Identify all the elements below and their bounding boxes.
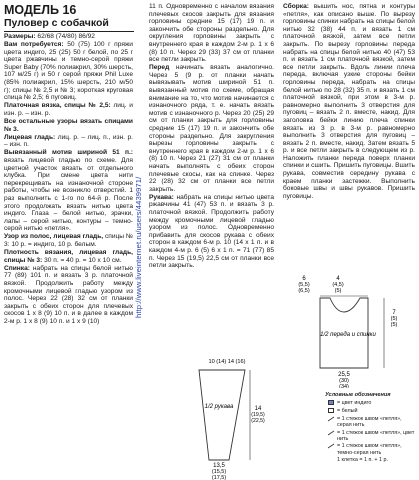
section-text: 62/68 (74/80) 86/92	[35, 33, 95, 40]
col2-paragraph	[149, 3, 274, 64]
legend	[325, 392, 417, 465]
section-heading: Сборка:	[283, 3, 309, 10]
sleeve-center-label: 1/2 рукава	[204, 404, 234, 410]
legend-swatch	[325, 443, 337, 449]
body-bottom-label-2: (30)	[339, 378, 349, 384]
legend-title: Условные обозначения	[325, 392, 391, 398]
text-column-1	[4, 33, 133, 326]
section-text: набрать на спицы нитью цвета ржавчины 41 (47) 53 п. и вязать 3 р. платочной вязкой. Продолжить работу между кромочными лицевой гладью узором из полос. Одновременно прибавить для скосов рукава с обеих сторон в каждом 6-м р. 10 (14 х 1 п. и в каждом 4-м р. 6 (5) 6 х 1 п. = 71 (77) 85 п. Через 15 (19,5) 22,5 см от планки все петли закрыть.	[149, 193, 274, 270]
section-heading: Вам потребуется:	[4, 41, 64, 49]
legend-text: = цвет индиго	[337, 400, 372, 407]
sleeve-bottom-label-1: 13,5	[213, 463, 225, 469]
legend-swatch	[325, 400, 337, 405]
legend-text: = 1 стежок швом «петля», цвет нить	[337, 429, 415, 442]
sleeve-bottom-label-2: (15,5)	[211, 469, 227, 475]
legend-swatch	[325, 430, 337, 436]
section-heading: Перед	[149, 64, 170, 72]
col1-paragraph	[4, 249, 133, 264]
body-top-label-1: 6	[302, 276, 306, 282]
legend-text: = белый	[337, 407, 358, 414]
col1-paragraph	[4, 149, 133, 233]
col2-paragraph	[149, 194, 274, 270]
section-heading: Узор из полос, лицевая гладь,	[4, 233, 104, 241]
section-text: 50 (75) 100 г пряжи цвета индиго, 25 (25) 50 г белой, по 25 г цвета ржавчины и темно-серой пряжи Super Baby (70% полиакрил, 30% шерсть, 107 м/25 г) и 50 г серой пряжи Phil Luxe (85% полиакрил, 15% шерсть, 210 м/50 г); спицы № 2,5 и № 3; короткая круговая спица № 2,5; 6 пуговиц.	[4, 41, 133, 102]
section-heading: Плотность вязания, лицевая гладь, спицы № 3:	[4, 249, 133, 264]
body-pattern-diagram	[290, 268, 410, 388]
body-top-label-2: (5,5)	[298, 282, 310, 288]
legend-swatch	[325, 408, 337, 413]
legend-item	[325, 457, 417, 463]
legend-item	[325, 408, 417, 414]
section-heading: Лицевая гладь:	[4, 133, 56, 141]
section-text: вязать лицевой гладью по схеме. Для цветной участок вязать от отдельного клубка. При смене цвета нити перекрещивать на изнаночной стороне работы, чтобы не возникло отверстий. 1 раз выполнить с 1-го по 64-й р. После этого продолжать вязать нитью цвета индиго. Глаза – белой нитью, зрачки, лапы – серой нитью, контуры – темно-серой нитью «петля».	[4, 157, 133, 233]
body-bottom-label-1: 25,5	[338, 372, 350, 378]
title-divider	[4, 31, 134, 32]
watermark	[134, 176, 143, 319]
body-top-label-5: (4,5)	[332, 282, 344, 288]
model-subtitle: Пуловер с собачкой	[4, 17, 109, 29]
body-bottom-label-3: (34)	[339, 384, 349, 388]
body-top-label-3: (6,5)	[298, 288, 310, 294]
section-text: 30 п. = 40 р. = 10 х 10 см.	[42, 256, 122, 264]
section-heading: Спинка:	[4, 264, 30, 272]
body-side-label-2: (5)	[390, 316, 398, 322]
section-heading: Рукава:	[149, 193, 174, 201]
legend-text: 1 клетка = 1 п. + 1 р.	[337, 457, 389, 464]
sleeve-pattern-diagram	[187, 356, 267, 480]
col1-paragraph	[4, 118, 133, 133]
body-center-label: 1/2 переда и спинки	[320, 332, 376, 338]
section-text: лиц. р. – лиц. п., изн. р. – изн. п.	[4, 133, 133, 149]
section-text: набрать на спицы белой нитью 77 (89) 101 п. и вязать 3 р. платочной вязкой. Продолжить работу между кромочными лицевой гладью узором из полос. Через 22 (28) 32 см от планки закрыть с обеих сторон для плечевых скосов 1 х 8 (9) 10 п. и в далее в каждом 2-м р. 1 х 8 (9) 10 п. и 1 х 9 (10)	[4, 264, 133, 325]
section-text: 11 п. Одновременно с началом вязания плечевых скосов закрыть для вязания горловины средние 15 (17) 19 п. и закончить обе стороны раздельно. Для округления горловины закрыть с внутреннего края в каждом 2-м р. 1 х 6 (8) 10 п. Через 29 (33) 37 см от планки все петли закрыть.	[149, 3, 274, 64]
body-top-label-6: (5)	[334, 288, 342, 294]
section-heading: Размеры:	[4, 33, 36, 40]
legend-item	[325, 416, 417, 428]
sleeve-right-label-3: (22,5)	[251, 418, 265, 424]
legend-item	[325, 430, 417, 442]
legend-text: = 1 стежок швом «петля», серая нить	[337, 415, 402, 428]
legend-swatch	[325, 416, 337, 422]
sleeve-right-label-2: (19,5)	[251, 412, 265, 418]
col1-paragraph	[4, 233, 133, 248]
sleeve-outline	[199, 370, 245, 460]
section-text: начинать вязать аналогично. Через 5 (9 р. от планки начать вывязывать мотив шириной 51 п. вывязанный мотив по схеме, обращая внимание на то, что мотив начинается с изнаночного ряда, т. е. начать вязать мотив с изнаночного р. Через 20 (25) 29 см от планки закрыть для горловины средние 15 (17) 19 п. и закончить обе стороны раздельно. Для закругления вырезы горловины закрыть с внутреннего края в каждом 2-м р. 1 х 6 (8) 10 п. Через 21 (27) 31 см от планки начать выполнять с обеих сторон плечевые скосы, как на спинке. Через 22 (28) 32 см от планки все петли закрыть.	[149, 64, 274, 193]
col1-paragraph	[4, 41, 133, 102]
section-heading: Все остальные узоры вязать спицами № 3.	[4, 118, 133, 133]
section-text: спицы № 3: 10 р. = индиго, 10 р. белым.	[4, 233, 133, 249]
section-text: лиц. и изн. р. – изн. р.	[4, 102, 133, 117]
col2-paragraph	[149, 64, 274, 193]
body-side-label-1: 7	[392, 310, 396, 316]
model-title: МОДЕЛЬ 16	[4, 3, 77, 17]
text-column-2	[149, 3, 274, 270]
watermark-url: http://www.liveinternet.ru/users/4439971/	[134, 176, 143, 318]
sleeve-bottom-label-3: (17,5)	[211, 475, 227, 480]
legend-text: = 1 стежок швом «петля», темно-серая нить	[337, 443, 402, 456]
col1-paragraph	[4, 265, 133, 326]
sleeve-right-label-1: 14	[254, 406, 262, 412]
col1-paragraph	[4, 102, 133, 117]
sleeve-top-label: 10 (14) 14 (16)	[208, 359, 246, 365]
body-side-label-3: (5)	[390, 322, 398, 328]
col1-paragraph	[4, 33, 133, 41]
col1-paragraph	[4, 134, 133, 149]
section-heading: Платочная вязка, спицы № 2,5:	[4, 102, 111, 110]
legend-item	[325, 400, 417, 406]
body-top-label-4: 4	[336, 276, 340, 282]
section-heading: Вывязанный мотив шириной 51 п.:	[4, 149, 133, 157]
col3-paragraph	[283, 3, 415, 200]
legend-item	[325, 443, 417, 455]
section-text: вышить нос, пятна и контуры «петля», как описано выше. По вырезу горловины спинки набрать на спицы белой нитью 32 (38) 44 п. и вязать 1 см платочной вязкой, затем все петли закрыть. По вырезу горловины переда набрать на спицы белой нитью 40 (47) 53 п. и вязать 1 см платочной вязкой, затем все петли закрыть. Вдоль линии плеча переда, включая узкие стороны бейки горловины переда, набрать на спицы белой нитью по 28 (32) 35 п. и вязать 1 см платочной вязкой, при этом в 3-м р. равномерно выполнить 3 отверстия для пуговиц – вязать 2 п. вместе, накид. Для заголовка бейки линию плеча спинки вязать из 3 р. в 3-м р. равномерно выполнить 3 отверстия для пуговиц – вязать 2 п. вместе, накид. Затем вязать 5 р. и все петли закрыть в следующем из р. Наложить планки переда поверх планки спинки и сшить. Пришить пуговицы. Вшить рукава, совместив середину рукава с краем планки застежки. Выполнить боковые швы и швы рукавов. Пришить пуговицы.	[283, 3, 415, 200]
text-column-3	[283, 3, 415, 201]
